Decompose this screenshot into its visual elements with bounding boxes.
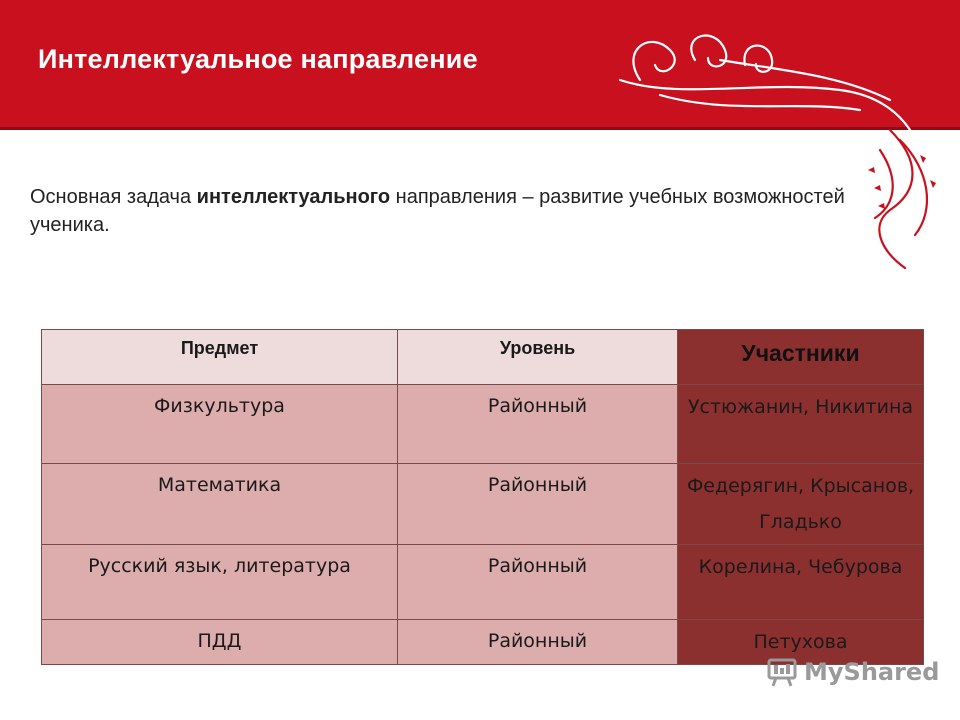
cell-subject: Русский язык, литература <box>42 545 398 620</box>
column-header-level: Уровень <box>398 330 678 385</box>
table-row <box>42 464 924 545</box>
presentation-board-icon <box>766 656 798 688</box>
cell-subject: ПДД <box>42 620 398 665</box>
events-table <box>41 329 924 665</box>
cell-level: Районный <box>398 545 678 620</box>
cell-level: Районный <box>398 464 678 545</box>
cell-participants: Петухова <box>678 620 924 665</box>
table-row <box>42 385 924 464</box>
task-text-end: направления – развитие учебных возможностей ученика. <box>30 186 845 236</box>
task-description <box>30 183 860 239</box>
decorative-swirl-icon <box>600 20 960 280</box>
watermark[interactable] <box>766 656 939 688</box>
cell-level: Районный <box>398 620 678 665</box>
cell-subject: Математика <box>42 464 398 545</box>
column-header-participants: Участники <box>678 330 924 385</box>
cell-participants: Устюжанин, Никитина <box>678 385 924 464</box>
table-header-row <box>42 330 924 385</box>
watermark-text: MyShared <box>804 658 940 686</box>
column-header-subject: Предмет <box>42 330 398 385</box>
slide-title: Интеллектуальное направление <box>38 44 478 74</box>
task-text-bold: интеллектуального <box>196 186 391 208</box>
cell-participants: Федерягин, Крысанов, Гладько <box>678 464 924 545</box>
task-text-start: Основная задача <box>30 186 197 208</box>
table-row <box>42 545 924 620</box>
cell-subject: Физкультура <box>42 385 398 464</box>
cell-level: Районный <box>398 385 678 464</box>
cell-participants: Корелина, Чебурова <box>678 545 924 620</box>
